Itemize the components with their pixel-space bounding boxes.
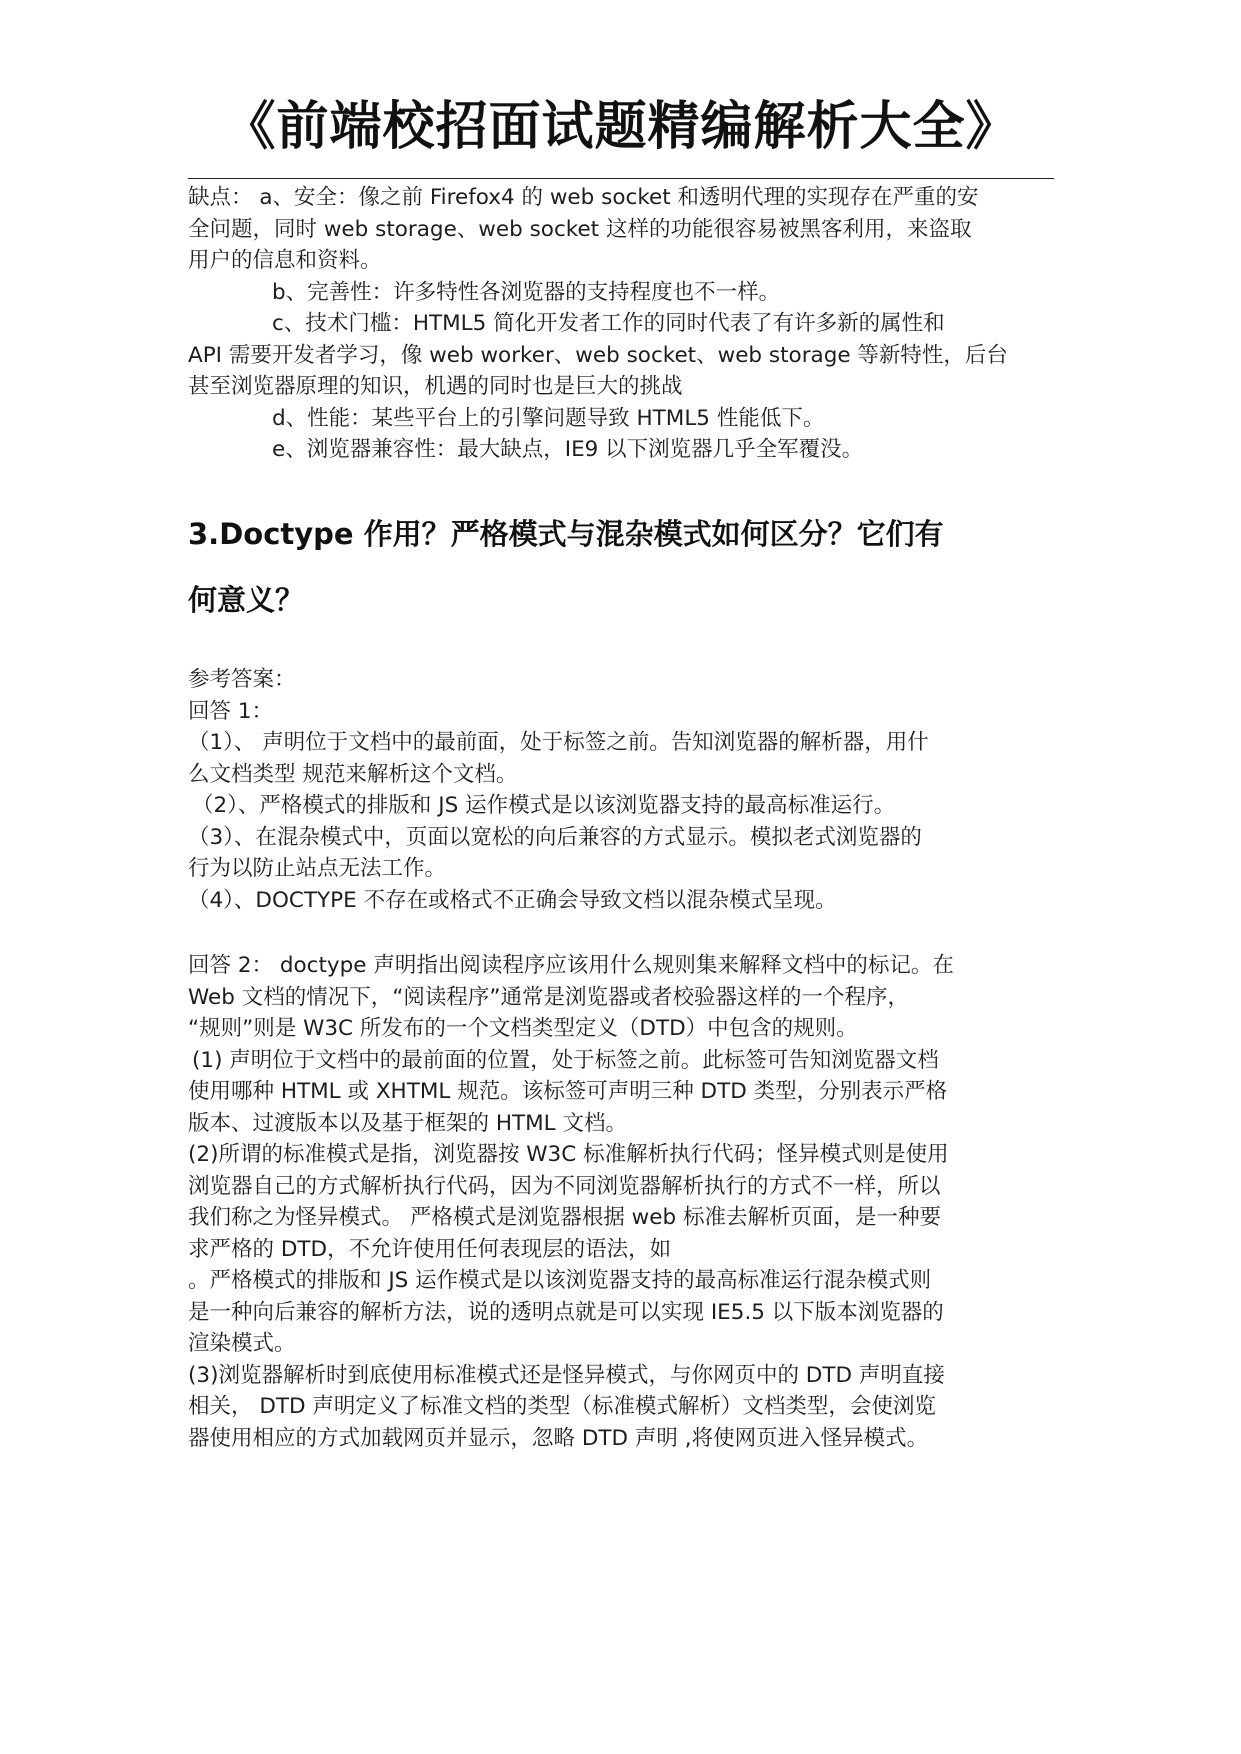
answer-line: 浏览器自己的方式解析执行代码，因为不同浏览器解析执行的方式不一样，所以 xyxy=(188,1173,941,1199)
answer-line: 器使用相应的方式加载网页并显示，忽略 DTD 声明 ,将使网页进入怪异模式。 xyxy=(188,1425,929,1451)
cons-line: API 需要开发者学习，像 web worker、web socket、web storage 等新特性，后台 xyxy=(188,342,1008,368)
cons-line: d、性能：某些平台上的引擎问题导致 HTML5 性能低下。 xyxy=(272,405,825,431)
question-heading-line: 何意义？ xyxy=(188,583,305,617)
answer-line: (1) 声明位于文档中的最前面的位置，处于标签之前。此标签可告知浏览器文档 xyxy=(192,1047,939,1073)
cons-line: 用户的信息和资料。 xyxy=(188,248,382,273)
answer-line: Web 文档的情况下，“阅读程序”通常是浏览器或者校验器这样的一个程序， xyxy=(188,984,909,1010)
cons-section xyxy=(188,182,1054,466)
answer-block-2 xyxy=(188,950,1054,1454)
answer-line: 我们称之为怪异模式。 严格模式是浏览器根据 web 标准去解析页面，是一种要 xyxy=(188,1205,941,1230)
answer-line: 回答 2： doctype 声明指出阅读程序应该用什么规则集来解释文档中的标记。在 xyxy=(188,953,954,978)
answer-line: 使用哪种 HTML 或 XHTML 规范。该标签可声明三种 DTD 类型，分别表示严格 xyxy=(188,1079,948,1104)
answer-line: 求严格的 DTD，不允许使用任何表现层的语法，如 xyxy=(188,1236,672,1262)
answer-line: 渲染模式。 xyxy=(188,1331,296,1356)
question-heading-line: 3.Doctype 作用？严格模式与混杂模式如何区分？它们有 xyxy=(188,517,944,551)
answer-line: 回答 1： xyxy=(188,698,274,724)
cons-line: b、完善性：许多特性各浏览器的支持程度也不一样。 xyxy=(272,279,781,305)
answer-line: 参考答案： xyxy=(188,667,296,692)
answer-line: 么文档类型 规范来解析这个文档。 xyxy=(188,761,518,787)
answer-line: (3)浏览器解析时到底使用标准模式还是怪异模式，与你网页中的 DTD 声明直接 xyxy=(188,1362,945,1388)
answer-line: 。严格模式的排版和 JS 运作模式是以该浏览器支持的最高标准运行混杂模式则 xyxy=(188,1268,932,1293)
answer-line: （2）、严格模式的排版和 JS 运作模式是以该浏览器支持的最高标准运行。 xyxy=(192,793,896,818)
answer-line: （1）、 声明位于文档中的最前面，处于标签之前。告知浏览器的解析器，用什 xyxy=(188,730,929,755)
answer-line: （4）、DOCTYPE 不存在或格式不正确会导致文档以混杂模式呈现。 xyxy=(188,887,837,913)
cons-line: c、技术门槛：HTML5 简化开发者工作的同时代表了有许多新的属性和 xyxy=(272,311,945,336)
answer-line: 行为以防止站点无法工作。 xyxy=(188,856,447,881)
document-title: 《前端校招面试题精编解析大全》 xyxy=(223,97,1019,157)
title-divider xyxy=(188,178,1054,179)
cons-line: 缺点： a、安全：像之前 Firefox4 的 web socket 和透明代理的实现存在严重的安 xyxy=(188,185,979,210)
cons-line: 全问题，同时 web storage、web socket 这样的功能很容易被黑客利用，来盗取 xyxy=(188,216,972,242)
answer-line: 版本、过渡版本以及基于框架的 HTML 文档。 xyxy=(188,1110,627,1136)
cons-line: e、浏览器兼容性：最大缺点，IE9 以下浏览器几乎全军覆没。 xyxy=(272,437,864,462)
answer-line: “规则”则是 W3C 所发布的一个文档类型定义（DTD）中包含的规则。 xyxy=(188,1016,858,1041)
answer-line: (2)所谓的标准模式是指，浏览器按 W3C 标准解析执行代码；怪异模式则是使用 xyxy=(188,1142,949,1167)
answer-block-1 xyxy=(188,664,1054,916)
answer-line: （3）、在混杂模式中，页面以宽松的向后兼容的方式显示。模拟老式浏览器的 xyxy=(188,824,922,850)
cons-line: 甚至浏览器原理的知识，机遇的同时也是巨大的挑战 xyxy=(188,374,683,399)
answer-line: 相关， DTD 声明定义了标准文档的类型（标准模式解析）文档类型，会使浏览 xyxy=(188,1394,936,1419)
answer-line: 是一种向后兼容的解析方法，说的透明点就是可以实现 IE5.5 以下版本浏览器的 xyxy=(188,1299,944,1325)
